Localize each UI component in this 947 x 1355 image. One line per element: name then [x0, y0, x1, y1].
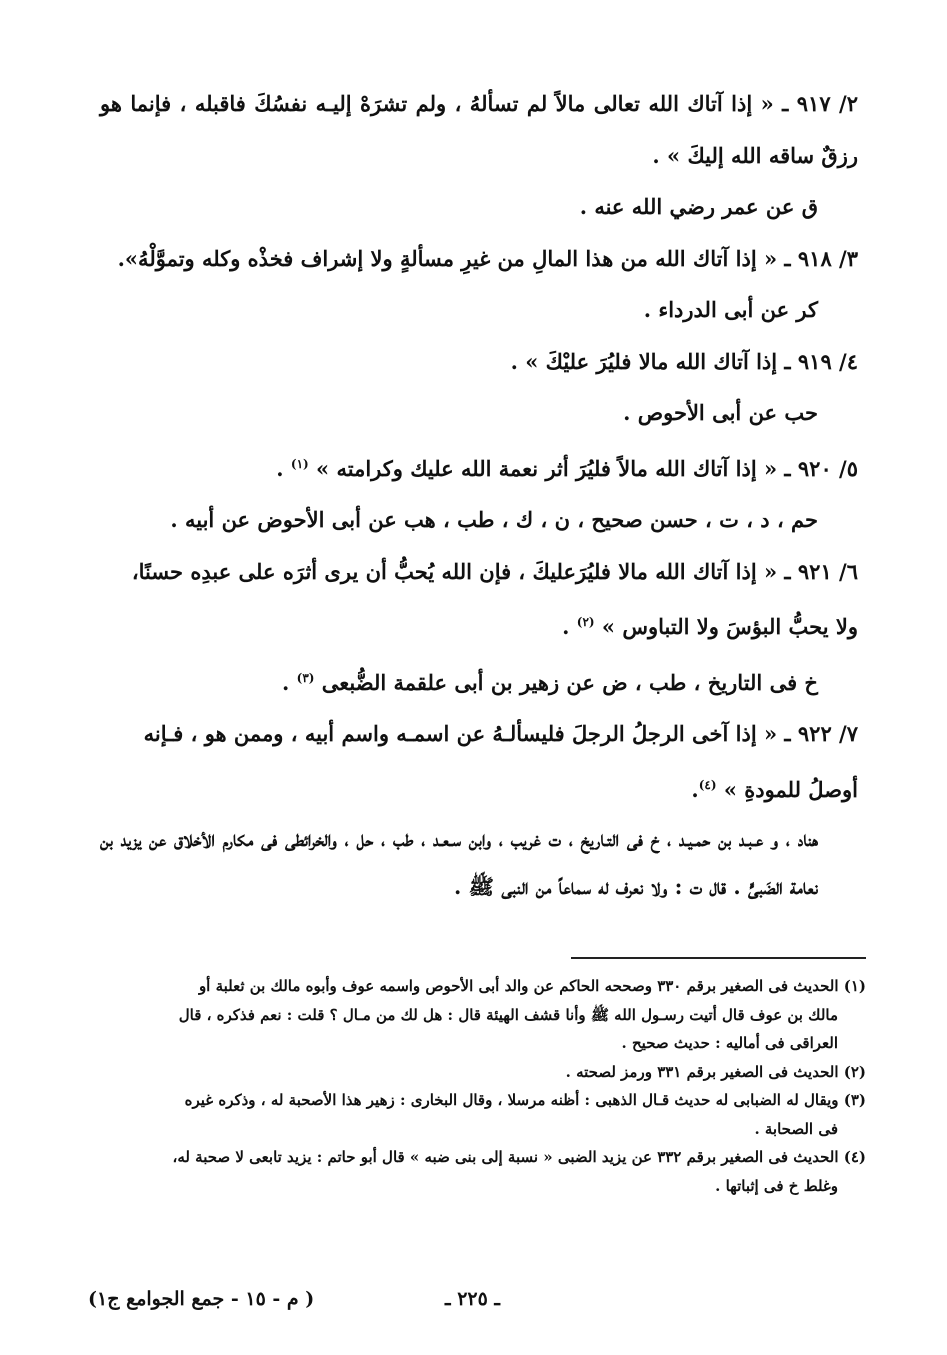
end-punct: .	[691, 776, 699, 802]
page-footer	[0, 1288, 947, 1318]
footnote-ref: (١)	[290, 456, 309, 471]
book-signature: ( م - ١٥ - جمع الجوامع ج١)	[88, 1288, 315, 1310]
footnote-1-cont: العراقى فى أماليه : حديث صحيح .	[621, 1034, 838, 1052]
source-919: حب عن أبى الأحوص .	[623, 400, 818, 425]
hadith-918: ٣/ ٩١٨ ـ « إذا آتاك الله من هذا المالِ من غيرِ مسألةٍ ولا إشراف فخذْه وكله وتموَّلْهُ».	[117, 245, 858, 271]
hadith-922: ٧/ ٩٢٢ ـ « إذا آخى الرجلُ الرجلَ فليسألـهُ عن اسمـه واسم أبيه ، وممن هو ، فـإنه	[143, 721, 858, 746]
footnote-ref: (٤)	[698, 777, 717, 792]
hadith-920	[100, 439, 866, 495]
footnote-1: (١) الحديث فى الصغير برقم ٣٣٠ وصححه الحاكم عن والد أبى الأحوص واسمه عوف وأبوه مالك بن ثعلبة أو	[198, 977, 866, 995]
source-921	[100, 653, 866, 709]
hadith-921-cont	[100, 597, 866, 653]
hadith-text: ولا يحبُّ البؤسَ ولا التباوس »	[601, 614, 858, 639]
footnote-3-cont: فى الصحابة .	[754, 1119, 838, 1138]
end-punct: .	[276, 455, 291, 481]
page-number: ـ ٢٢٥ ـ	[445, 1288, 500, 1310]
footnote-4: (٤) الحديث فى الصغير برقم ٣٣٢ عن يزيد الضبى « نسبة إلى بنى ضبه » قال أبو حاتم : يزيد تابعى لا صحبة له،	[172, 1148, 866, 1166]
source-text: خ فى التاريخ ، طب ، ض عن زهير بن أبى علقمة الضُّبعى	[321, 669, 818, 695]
source-922: هناد ، و عـبـد بن حمـيـد ، خ فى التـاريخ ، ت غريب ، وابن سـعـد ، طب ، حل ، والخرائطى فى مكارم الأخلاق عن يزيد بن نعامة الضَبىٍّ . قال ت : ولا نعرف له سماعاً من النبى ﷺ .	[100, 826, 818, 899]
footnote-ref: (٣)	[296, 670, 315, 685]
end-punct: .	[282, 669, 297, 695]
footnote-ref: (٢)	[576, 615, 595, 629]
hadith-921: ٦/ ٩٢١ ـ « إذا آتاك الله مالا فليُرَعليكَ ، فإن الله يُحبُّ أن يرى أثرَه على عبدِه حسنًا،	[131, 558, 858, 584]
footnote-2: (٢) الحديث فى الصغير برقم ٣٣١ ورمز لصحته .	[565, 1062, 866, 1081]
source-917: ق عن عمر رضي الله عنه .	[579, 194, 818, 219]
end-punct: .	[562, 614, 577, 639]
hadith-922-cont	[100, 760, 866, 816]
footnote-separator	[571, 957, 866, 959]
hadith-917: ٢/ ٩١٧ ـ « إذا آتاك الله تعالى مالاً لم تسألهُ ، ولم تشرَهْ إليـه نفسُكَ فاقبله ، فإنما هو رزقٌ ساقه الله إليكَ » .	[100, 91, 858, 168]
footnote-1-cont: مالك بن عوف قال أتيت رسـول الله ﷺ وأنا قشف الهيئة قال : هل لك من مـال ؟ قلت : نعم فذكره ، قال	[178, 1005, 838, 1024]
footnotes	[100, 972, 866, 1200]
footnote-3: (٣) ويقال له الضبابى له حديث قـال الذهبى : أظنه مرسلا ، وقال البخارى : زهير هذا الأصحبة له ، وذكره غيره	[184, 1091, 866, 1109]
source-918: كر عن أبى الدرداء .	[643, 297, 818, 322]
source-920: حم ، د ، ت ، حسن صحيح ، ن ، ك ، طب ، هب عن أبى الأحوض عن أبيه .	[170, 507, 818, 532]
hadith-text: أوصلُ للمودةِ »	[723, 776, 858, 802]
footnote-4-cont: وغلط خ فى إثباتها .	[715, 1176, 838, 1195]
main-text	[100, 78, 866, 911]
hadith-text: ٥/ ٩٢٠ ـ « إذا آتاك الله مالاً فليُرَ أثر نعمة الله عليك وكرامته »	[316, 455, 858, 481]
hadith-919: ٤/ ٩١٩ ـ إذا آتاك الله مالا فليُرَ عليْكَ » .	[510, 348, 858, 374]
